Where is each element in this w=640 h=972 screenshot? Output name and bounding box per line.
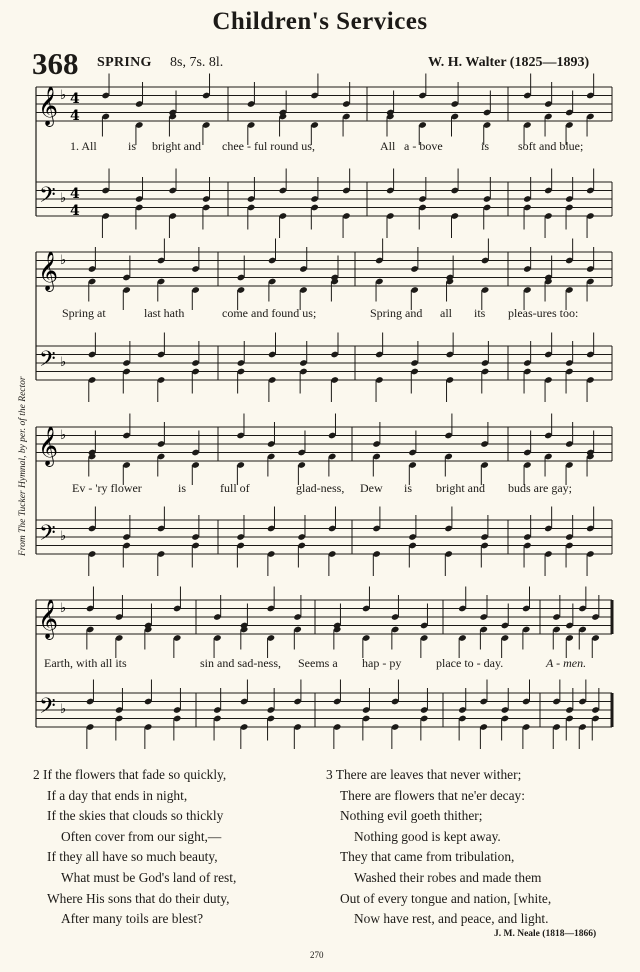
tune-name: SPRING bbox=[97, 55, 152, 70]
stanza-line: Washed their robes and made them bbox=[354, 869, 542, 885]
lyric-row-2 bbox=[36, 306, 616, 322]
stanza-line: 3 There are leaves that never wither; bbox=[326, 767, 522, 782]
lyric: bright and bbox=[152, 139, 201, 153]
lyric: A - men. bbox=[546, 656, 587, 670]
bass-clef: 𝄢 bbox=[39, 347, 56, 377]
treble-clef: 𝄞 bbox=[38, 599, 59, 639]
lyric: glad-ness, bbox=[296, 481, 345, 495]
stanza-line: Out of every tongue and nation, [white, bbox=[340, 890, 552, 906]
time-signature: 4 bbox=[70, 108, 80, 124]
lyric: is bbox=[481, 139, 490, 153]
lyric: bright and bbox=[436, 481, 485, 495]
lyric: come and found us; bbox=[222, 306, 317, 320]
side-credit: From The Tucker Hymnal, by per. of the Rector bbox=[18, 376, 28, 556]
lyric: is bbox=[128, 139, 137, 153]
key-signature-flat: ♭ bbox=[60, 428, 67, 443]
lyric: Seems a bbox=[298, 656, 338, 670]
lyric: is bbox=[178, 481, 187, 495]
time-signature: 4 bbox=[70, 186, 80, 202]
key-signature-flat: ♭ bbox=[60, 88, 67, 103]
bass-clef: 𝄢 bbox=[39, 183, 56, 213]
stanza-line: Where His sons that do their duty, bbox=[47, 890, 230, 906]
lyric: Spring at bbox=[62, 306, 106, 320]
stanza-line: They that came from tribulation, bbox=[340, 849, 515, 865]
meter: 8s, 7s. 8l. bbox=[170, 55, 224, 70]
lyric: All bbox=[380, 139, 396, 153]
lyric-row-1 bbox=[36, 139, 616, 155]
lyric: soft and blue; bbox=[518, 139, 584, 153]
stanza-line: After many toils are blest? bbox=[61, 911, 204, 927]
lyric: last hath bbox=[144, 306, 185, 320]
time-signature: 4 bbox=[70, 203, 80, 219]
stanza-line: There are flowers that ne'er decay: bbox=[340, 787, 525, 803]
lyric: hap - py bbox=[362, 656, 402, 670]
key-signature-flat: ♭ bbox=[60, 601, 67, 616]
lyric-row-3 bbox=[36, 481, 616, 497]
key-signature-flat: ♭ bbox=[60, 253, 67, 268]
lyric: chee - ful round us, bbox=[222, 139, 315, 153]
lyric: its bbox=[474, 306, 486, 320]
key-signature-flat: ♭ bbox=[60, 529, 67, 544]
stanza-3 bbox=[326, 765, 551, 930]
key-signature-flat: ♭ bbox=[60, 355, 67, 370]
bass-clef: 𝄢 bbox=[39, 521, 56, 551]
stanza-line: Nothing good is kept away. bbox=[354, 828, 501, 844]
stanza-line: Now have rest, and peace, and light. bbox=[354, 911, 549, 927]
section-title: Children's Services bbox=[212, 8, 428, 35]
stanza-line: If the skies that clouds so thickly bbox=[47, 808, 224, 824]
stanza-line: 2 If the flowers that fade so quickly, bbox=[33, 767, 227, 782]
stanza-2 bbox=[33, 765, 236, 930]
stanza-line: If a day that ends in night, bbox=[47, 787, 188, 803]
lyric: Dew bbox=[360, 481, 383, 495]
lyric: 1. All bbox=[70, 139, 97, 153]
composer-credit: W. H. Walter (1825—1893) bbox=[428, 55, 590, 70]
lyric: pleas-ures too: bbox=[508, 306, 579, 320]
lyric: full of bbox=[220, 481, 250, 495]
treble-clef: 𝄞 bbox=[38, 251, 59, 291]
stanza-line: What must be God's land of rest, bbox=[61, 869, 237, 885]
treble-clef: 𝄞 bbox=[38, 86, 59, 126]
author-credit: J. M. Neale (1818—1866) bbox=[494, 929, 597, 939]
lyric: all bbox=[440, 306, 452, 320]
lyric: is bbox=[404, 481, 413, 495]
key-signature-flat: ♭ bbox=[60, 191, 67, 206]
page-number: 270 bbox=[310, 950, 324, 960]
time-signature: 4 bbox=[70, 91, 80, 107]
stanza-line: Often cover from our sight,— bbox=[61, 828, 222, 844]
bass-clef: 𝄢 bbox=[39, 694, 56, 724]
lyric: Earth, with all its bbox=[44, 656, 127, 670]
lyric: place to - day. bbox=[436, 656, 504, 670]
lyric: a - bove bbox=[404, 139, 443, 153]
lyric: buds are gay; bbox=[508, 481, 572, 495]
treble-clef: 𝄞 bbox=[38, 426, 59, 466]
lyric: sin and sad-ness, bbox=[200, 656, 281, 670]
key-signature-flat: ♭ bbox=[60, 702, 67, 717]
stanza-line: If they all have so much beauty, bbox=[47, 849, 218, 865]
stanza-line: Nothing evil goeth thither; bbox=[340, 808, 483, 824]
lyric-row-4 bbox=[36, 656, 616, 672]
lyric: Spring and bbox=[370, 306, 423, 320]
hymn-number: 368 bbox=[32, 46, 79, 81]
lyric: Ev - 'ry flower bbox=[72, 481, 142, 495]
